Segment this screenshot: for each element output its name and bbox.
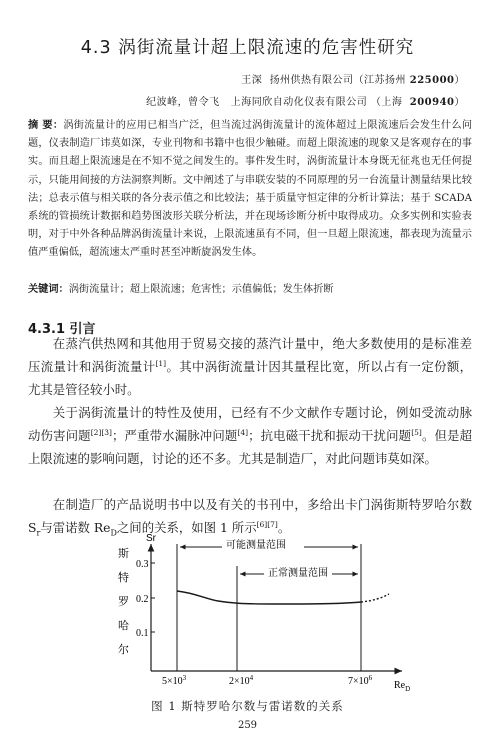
author-names: 王深 — [241, 75, 263, 86]
x-tick-label: $5\times 10^3$ — [162, 674, 187, 687]
author-names: 纪波峰，曾令飞 — [146, 97, 220, 108]
keywords — [28, 280, 472, 295]
y-axis-title: Sr — [146, 533, 156, 544]
y-axis-label-char: 罗 — [118, 595, 129, 608]
citation: [6][7] — [256, 519, 278, 529]
abstract — [28, 116, 472, 263]
citation: [5] — [411, 427, 422, 437]
y-axis-label-char: 尔 — [118, 643, 129, 656]
y-tick-label: 0.1 — [136, 628, 149, 639]
keywords-text: 涡街流量计；超上限流速；危害性；示值偏低；发生体折断 — [68, 284, 334, 295]
x-axis-label: $Re_D$ — [394, 680, 411, 693]
author-affiliation: 上海同欣自动化仪表有限公司 （上海 — [230, 97, 403, 108]
keywords-label: 关键词： — [28, 283, 69, 295]
author-line-2: 纪波峰，曾令飞 上海同欣自动化仪表有限公司 （上海 200940） — [146, 97, 465, 108]
abstract-label: 摘 要： — [28, 119, 64, 131]
x-tick-label: $2\times 10^4$ — [229, 674, 254, 687]
y-axis-label-char: 特 — [118, 571, 129, 584]
abstract-text: 涡街流量计的应用已相当广泛，但当流过涡街流量计的流体超过上限流速后会发生什么问题，仪表制造厂讳莫如深，专业刊物和书籍中也很少触碰。而超上限流速的现象又是客观存在的事实。而且超上限流速是在不知不觉之间发生的。事件发生时，涡街流量计本身既无征兆也无任何提示，只能用间接的方法洞察判断。文中阐述了与串联安装的不同原理的另一台流量计测量结果比较法；总表示值与相关联的各分表示值之和比较法；基于质量守恒定律的分析计算法；基于 SCADA 系统的管损统计数据和趋势图波形关联分析法，并在现场诊断分析中取得成功。众多实例和实验表明，对于中外各种品牌涡街流量计来说，上限流速虽有不同，但一旦超上限流速，都表现为流量示值严重偏低，超流速太严重时甚至冲断旋涡发生体。 — [28, 120, 473, 259]
page-number: 259 — [237, 720, 258, 731]
y-axis-label-char: 斯 — [118, 547, 129, 560]
y-tick-label: 0.2 — [136, 594, 149, 605]
citation: [1] — [155, 358, 167, 368]
author-line-1: 王深 扬州供热有限公司（江苏扬州 225000） — [241, 75, 465, 86]
author-postcode: 225000 — [409, 75, 455, 86]
x-tick-label: $7\times 10^6$ — [348, 674, 373, 687]
strouhal-curve — [177, 591, 361, 604]
section-number: 4.3.1 — [28, 322, 66, 337]
body-paragraph-2: 关于涡街流量计的特性及使用，已经有不少文献作专题讨论，例如受流动脉动伤害问题[2][3]；严重带水漏脉冲问题[4]；抗电磁干扰和振动干扰问题[5]。但是超上限流速的影响问题，讨论的还不多。尤其是制造厂，对此问题讳莫如深。 — [28, 405, 472, 466]
citation: [2][3] — [90, 427, 112, 437]
figure-caption: 图 1 斯特罗哈尔数与雷诺数的关系 — [151, 699, 344, 713]
author-affiliation: 扬州供热有限公司（江苏扬州 — [269, 75, 407, 86]
y-tick-label: 0.3 — [136, 559, 149, 570]
body-paragraph-1: 在蒸汽供热网和其他用于贸易交接的蒸汽计量中，绝大多数使用的是标准差压流量计和涡街流量计[1]。其中涡街流量计因其量程比宽，所以占有一定份额，尤其是管径较小时。 — [28, 336, 473, 397]
strouhal-reynolds-figure — [0, 520, 495, 720]
y-axis-label-char: 哈 — [118, 619, 129, 632]
strouhal-curve-extrapolated — [361, 594, 389, 602]
author-postcode: 200940 — [409, 97, 455, 108]
article-title: 4.3 涡街流量计超上限流速的危害性研究 — [80, 38, 415, 58]
range-normal-label: 正常测量范围 — [268, 568, 328, 579]
body-paragraph-3: 在制造厂的产品说明书中以及有关的书刊中，多给出卡门涡街斯特罗哈尔数 $S_r$与雷诺数 $Re_D$之间的关系，如图 1 所示[6][7]。 — [28, 497, 472, 538]
citation: [4] — [237, 427, 249, 437]
section-title: 引言 — [69, 322, 96, 337]
range-full-label: 可能测量范围 — [226, 540, 286, 551]
